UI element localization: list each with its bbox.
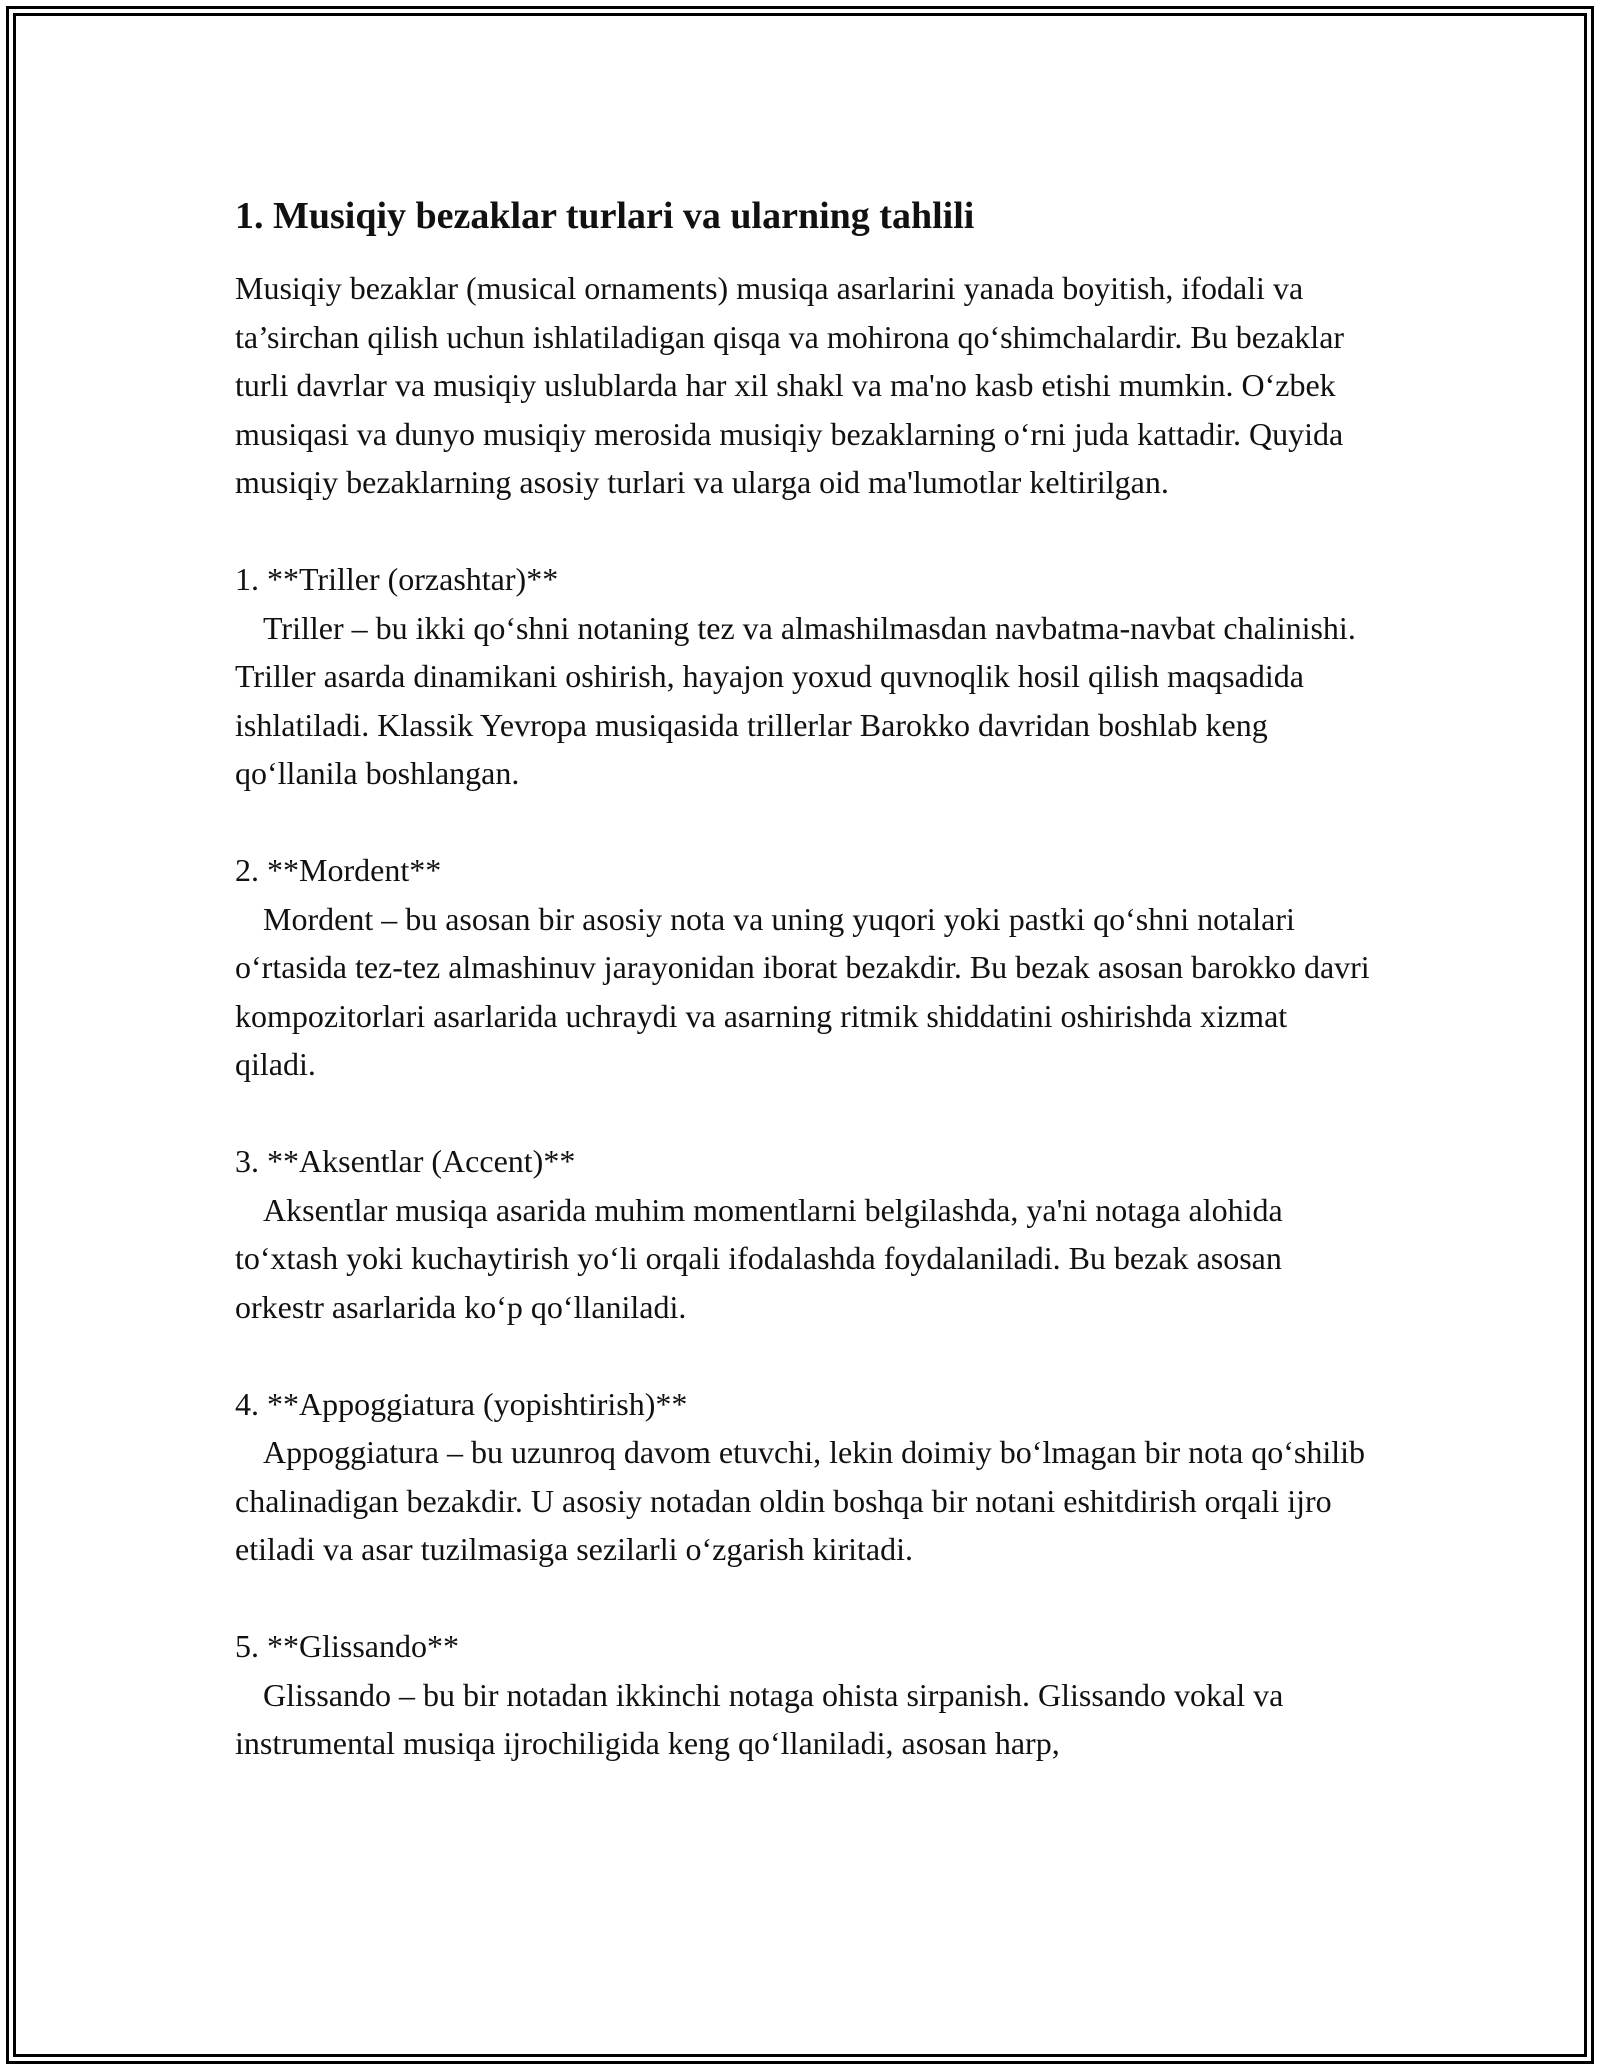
section-heading: 3. **Aksentlar (Accent)** <box>235 1143 576 1179</box>
document-title: 1. Musiqiy bezaklar turlari va ularning tahlili <box>235 195 975 237</box>
section-heading: 5. **Glissando** <box>235 1628 459 1664</box>
section-triller <box>235 555 1375 798</box>
section-body: Triller – bu ikki qo‘shni notaning tez va almashilmasdan navbatma-navbat chalinishi. Triller asarda dinamikani oshirish, hayajon yoxud quvnoqlik hosil qilish maqsadida ishlatiladi. Klassik Yevropa musiqasida trillerlar Barokko davridan boshlab keng qo‘llanila boshlangan. <box>235 609 1356 791</box>
section-body: Glissando – bu bir notadan ikkinchi notaga ohista sirpanish. Glissando vokal va instrumental musiqa ijrochiligida keng qo‘llaniladi, asosan harp, <box>235 1676 1284 1761</box>
section-body: Mordent – bu asosan bir asosiy nota va uning yuqori yoki pastki qo‘shni notalari o‘rtasida tez-tez almashinuv jarayonidan iborat bezakdir. Bu bezak asosan barokko davri kompozitorlari asarlarida uchraydi va asarning ritmik shiddatini oshirishda xizmat qiladi. <box>235 900 1370 1082</box>
section-heading: 1. **Triller (orzashtar)** <box>235 561 559 597</box>
section-glissando <box>235 1622 1375 1768</box>
section-aksentlar <box>235 1137 1375 1331</box>
section-appoggiatura <box>235 1380 1375 1574</box>
section-heading: 2. **Mordent** <box>235 852 442 888</box>
section-body: Appoggiatura – bu uzunroq davom etuvchi, lekin doimiy bo‘lmagan bir nota qo‘shilib chalinadigan bezakdir. U asosiy notadan oldin boshqa bir notani eshitdirish orqali ijro etiladi va asar tuzilmasiga sezilarli o‘zgarish kiritadi. <box>235 1434 1366 1567</box>
section-body: Aksentlar musiqa asarida muhim momentlarni belgilashda, ya'ni notaga alohida to‘xtash yoki kuchaytirish yo‘li orqali ifodalashda foydalaniladi. Bu bezak asosan orkestr asarlarida ko‘p qo‘llaniladi. <box>235 1191 1283 1325</box>
document-page <box>235 190 1375 1768</box>
intro-paragraph: Musiqiy bezaklar (musical ornaments) musiqa asarlarini yanada boyitish, ifodali va ta’sirchan qilish uchun ishlatiladigan qisqa va mohirona qo‘shimchalardir. Bu bezaklar turli davrlar va musiqiy uslublarda har xil shakl va ma'no kasb etishi mumkin. O‘zbek musiqasi va dunyo musiqiy merosida musiqiy bezaklarning o‘rni juda kattadir. Quyida musiqiy bezaklarning asosiy turlari va ularga oid ma'lumotlar keltirilgan. <box>235 270 1345 500</box>
section-mordent <box>235 846 1375 1089</box>
section-heading: 4. **Appoggiatura (yopishtirish)** <box>235 1385 688 1422</box>
